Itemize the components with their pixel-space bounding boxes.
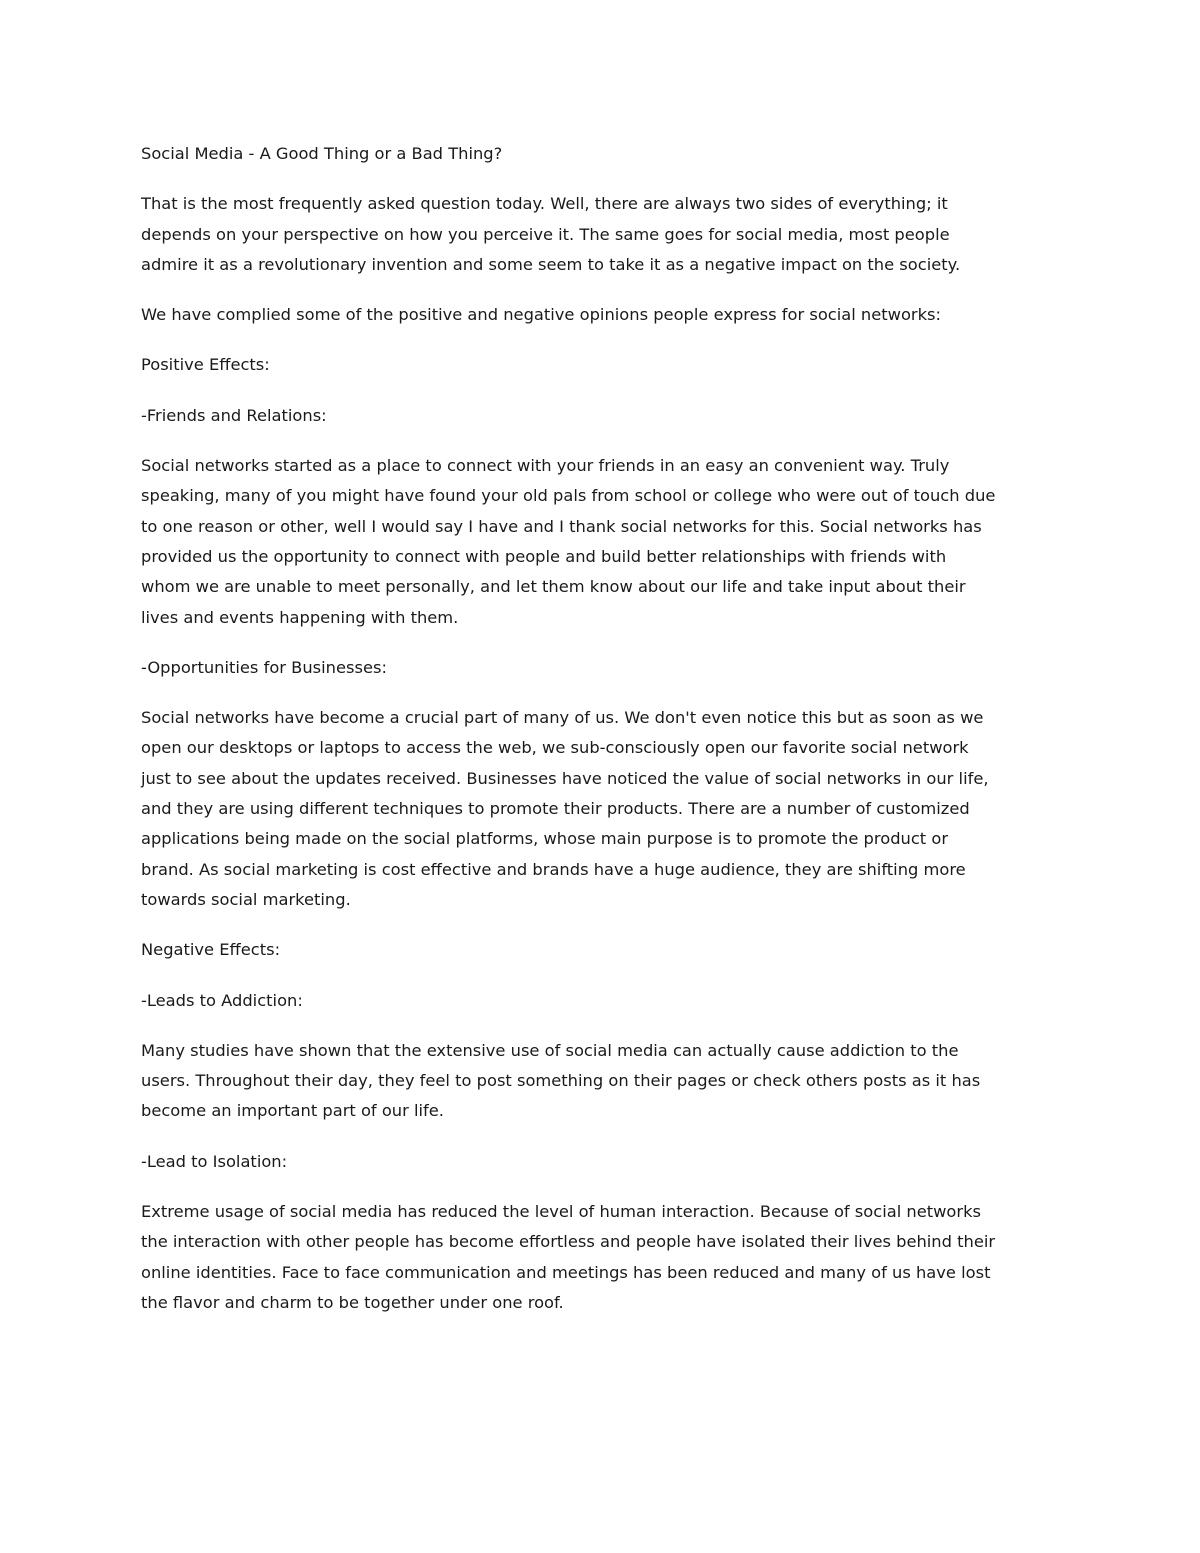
business-line: just to see about the updates received. Businesses have noticed the value of social networks in our life,	[141, 768, 989, 788]
business-opportunities-heading: -Opportunities for Businesses:	[141, 657, 387, 677]
addiction-line: Many studies have shown that the extensive use of social media can actually cause addiction to the	[141, 1040, 959, 1060]
business-line: brand. As social marketing is cost effective and brands have a huge audience, they are shifting more	[141, 859, 966, 879]
addiction-heading: -Leads to Addiction:	[141, 990, 303, 1010]
compiled-sentence: We have complied some of the positive and negative opinions people express for social networks:	[141, 305, 942, 325]
friends-line: provided us the opportunity to connect with people and build better relationships with friends with	[141, 546, 947, 566]
friends-line: whom we are unable to meet personally, and let them know about our life and take input about their	[141, 577, 966, 597]
isolation-line: Extreme usage of social media has reduced the level of human interaction. Because of social networks	[141, 1202, 982, 1222]
isolation-line: the interaction with other people has become effortless and people have isolated their lives behind their	[141, 1232, 996, 1252]
friends-relations-paragraph	[141, 451, 1060, 633]
friends-relations-heading: -Friends and Relations:	[141, 405, 327, 425]
isolation-line: online identities. Face to face communication and meetings has been reduced and many of us have lost	[141, 1262, 991, 1282]
business-line: towards social marketing.	[141, 889, 351, 909]
intro-line: That is the most frequently asked question today. Well, there are always two sides of everything; it	[141, 194, 948, 214]
isolation-paragraph	[141, 1197, 1060, 1318]
positive-effects-heading: Positive Effects:	[141, 355, 270, 375]
addiction-line: become an important part of our life.	[141, 1101, 444, 1121]
addiction-line: users. Throughout their day, they feel to post something on their pages or check others posts as it has	[141, 1071, 981, 1091]
friends-line: lives and events happening with them.	[141, 607, 459, 627]
intro-paragraph	[141, 189, 1060, 280]
friends-line: speaking, many of you might have found your old pals from school or college who were out of touch due	[141, 486, 996, 506]
business-line: and they are using different techniques to promote their products. There are a number of customized	[141, 799, 970, 819]
addiction-paragraph	[141, 1036, 1060, 1127]
business-line: open our desktops or laptops to access the web, we sub-consciously open our favorite social network	[141, 738, 969, 758]
negative-effects-heading: Negative Effects:	[141, 940, 281, 960]
business-line: applications being made on the social platforms, whose main purpose is to promote the product or	[141, 829, 949, 849]
friends-line: Social networks started as a place to connect with your friends in an easy an convenient way. Truly	[141, 456, 950, 476]
intro-line: admire it as a revolutionary invention and some seem to take it as a negative impact on the society.	[141, 254, 961, 274]
isolation-heading: -Lead to Isolation:	[141, 1151, 288, 1171]
intro-line: depends on your perspective on how you perceive it. The same goes for social media, most people	[141, 224, 950, 244]
isolation-line: the flavor and charm to be together under one roof.	[141, 1292, 564, 1312]
business-opportunities-paragraph	[141, 703, 1060, 915]
friends-line: to one reason or other, well I would say I have and I thank social networks for this. Social networks has	[141, 516, 982, 536]
business-line: Social networks have become a crucial part of many of us. We don't even notice this but as soon as we	[141, 708, 984, 728]
document-title: Social Media - A Good Thing or a Bad Thing?	[141, 144, 503, 163]
